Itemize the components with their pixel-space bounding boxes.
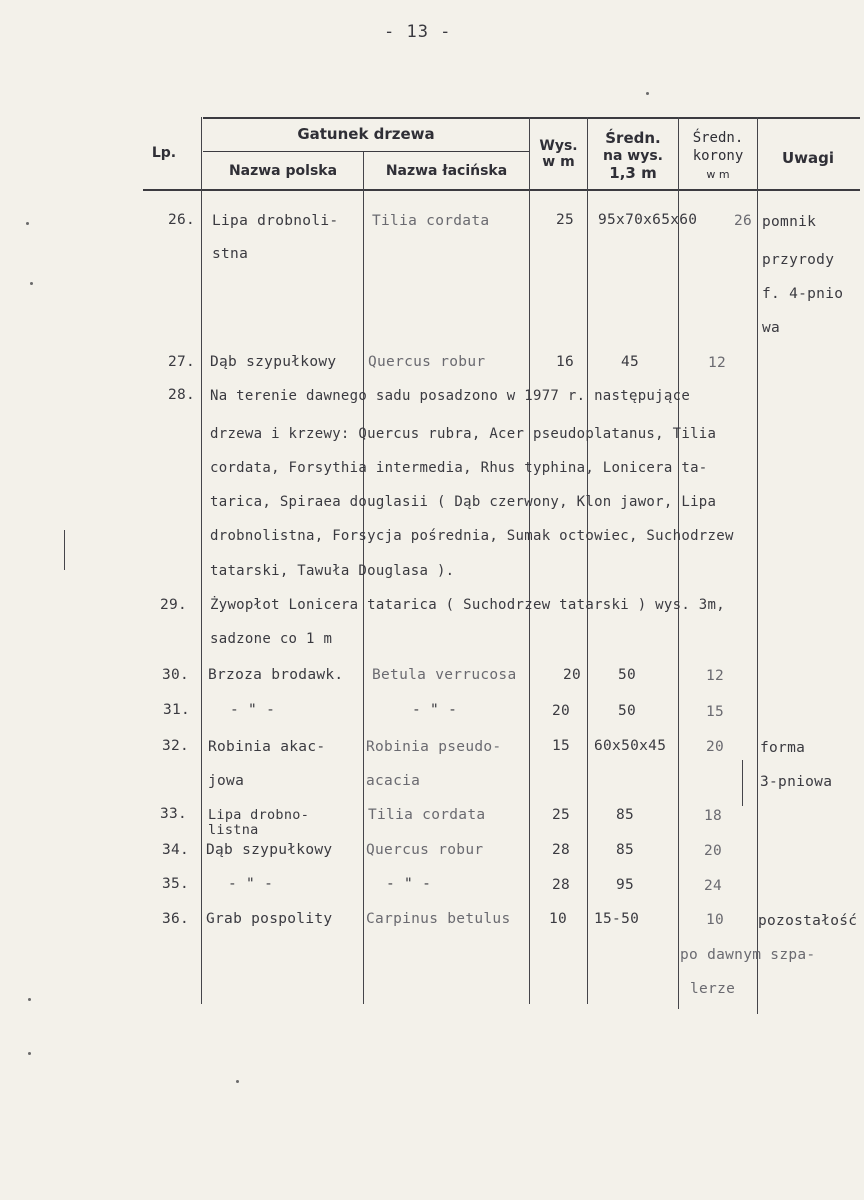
row-36-crown: 10: [706, 912, 725, 928]
scan-speck: [30, 282, 33, 285]
scan-speck: [646, 92, 649, 95]
header-species: Gatunek drzewa: [297, 125, 435, 143]
row-31-polish: - " -: [230, 702, 276, 718]
row-33-crown: 18: [704, 808, 723, 824]
row-28-text-5: drobnolistna, Forsycja pośrednia, Sumak octowiec, Suchodrzew: [210, 528, 734, 544]
row-34-height: 28: [552, 842, 571, 858]
row-32-polish-2: jowa: [208, 773, 245, 789]
row-31-lp: 31.: [163, 702, 191, 718]
row-34-polish: Dąb szypułkowy: [206, 842, 333, 858]
table-top-rule: [203, 117, 860, 119]
row-27-latin: Quercus robur: [368, 354, 486, 370]
row-30-lp: 30.: [162, 667, 190, 683]
row-26-latin: Tilia cordata: [372, 213, 490, 229]
row-33-lp: 33.: [160, 806, 188, 822]
row-34-latin: Quercus robur: [366, 842, 484, 858]
page-number: - 13 -: [384, 22, 452, 42]
row-32-note-1: forma: [760, 740, 806, 756]
col-divider-lp: [201, 117, 202, 1004]
scan-speck: [28, 1052, 31, 1055]
row-28-text-1: Na terenie dawnego sadu posadzono w 1977 r. następujące: [210, 388, 691, 404]
row-32-height: 15: [552, 738, 571, 754]
row-32-latin-2: acacia: [366, 773, 421, 789]
row-27-crown: 12: [708, 355, 727, 371]
header-bottom-rule: [143, 189, 860, 191]
row-35-latin: - " -: [386, 876, 432, 892]
header-polish-name: Nazwa polska: [228, 163, 338, 179]
col-divider-diameter: [678, 117, 679, 1009]
col-divider-crown: [757, 117, 758, 1014]
header-height-1: Wys.: [539, 138, 578, 154]
row-28-text-4: tarica, Spiraea douglasii ( Dąb czerwony, Klon jawor, Lipa: [210, 494, 717, 510]
row-28-text-3: cordata, Forsythia intermedia, Rhus typhina, Lonicera ta-: [210, 460, 708, 476]
row-32-lp: 32.: [162, 738, 190, 754]
row-30-latin: Betula verrucosa: [372, 667, 517, 683]
row-28-lp: 28.: [168, 387, 196, 403]
row-36-polish: Grab pospolity: [206, 911, 333, 927]
row-35-lp: 35.: [162, 876, 190, 892]
row-32-diameter: 60x50x45: [594, 738, 667, 754]
row-28-text-2: drzewa i krzewy: Quercus rubra, Acer pseudoplatanus, Tilia: [210, 426, 717, 442]
row-31-latin: - " -: [412, 702, 458, 718]
row-36-lp: 36.: [162, 911, 190, 927]
row-32-polish: Robinia akac-: [208, 739, 326, 755]
header-lp: Lp.: [151, 145, 177, 161]
row-33-height: 25: [552, 807, 571, 823]
row-30-polish: Brzoza brodawk.: [208, 667, 344, 683]
row-32-crown: 20: [706, 739, 725, 755]
row-33-latin: Tilia cordata: [368, 807, 486, 823]
row-33-polish-2: listna: [208, 822, 259, 838]
header-diameter-2: na wys.: [603, 148, 663, 164]
row-26-polish: Lipa drobnoli-: [212, 213, 339, 229]
row-35-height: 28: [552, 877, 571, 893]
row-33-polish: Lipa drobno-: [208, 807, 310, 823]
header-mid-rule: [203, 151, 529, 152]
header-diameter-1: Średn.: [605, 129, 661, 147]
header-height-2: w m: [542, 154, 575, 170]
row-26-note-4: wa: [762, 320, 781, 336]
scan-mark: [64, 530, 65, 570]
header-crown-2: korony: [692, 148, 744, 164]
header-notes: Uwagi: [781, 149, 835, 167]
row-35-polish: - " -: [228, 876, 274, 892]
row-26-height: 25: [556, 212, 575, 228]
row-27-polish: Dąb szypułkowy: [210, 354, 337, 370]
row-34-lp: 34.: [162, 842, 190, 858]
row-31-height: 20: [552, 703, 571, 719]
col-divider-height: [587, 117, 588, 1004]
scan-speck: [28, 998, 31, 1001]
header-latin-name: Nazwa łacińska: [385, 163, 508, 179]
row-26-note-1: pomnik: [762, 214, 817, 230]
header-crown-1: Średn.: [692, 130, 744, 146]
row-26-polish-2: stna: [212, 246, 249, 262]
row-36-latin: Carpinus betulus: [366, 911, 511, 927]
row-27-height: 16: [556, 354, 575, 370]
row-34-diameter: 85: [616, 842, 635, 858]
row-36-note-3: lerze: [690, 981, 736, 997]
row-26-lp: 26.: [168, 212, 196, 228]
scan-speck: [26, 222, 29, 225]
row-30-diameter: 50: [618, 667, 637, 683]
row-26-diameter: 95x70x65x60: [598, 212, 698, 228]
col-divider-latin: [529, 117, 530, 1004]
row-30-height: 20: [563, 667, 582, 683]
row-36-note-2: po dawnym szpa-: [680, 947, 816, 963]
row-36-diameter: 15-50: [594, 911, 640, 927]
row-31-diameter: 50: [618, 703, 637, 719]
row-26-note-3: f. 4-pnio: [762, 286, 844, 302]
row-26-crown: 26: [734, 213, 753, 229]
row-28-text-6: tatarski, Tawuła Douglasa ).: [210, 563, 455, 579]
row-29-text-1: Żywopłot Lonicera tatarica ( Suchodrzew tatarski ) wys. 3m,: [210, 597, 725, 613]
row-32-latin: Robinia pseudo-: [366, 739, 502, 755]
row-29-lp: 29.: [160, 597, 188, 613]
row-35-diameter: 95: [616, 877, 635, 893]
scan-speck: [236, 1080, 239, 1083]
row-27-lp: 27.: [168, 354, 196, 370]
row-36-note-1: pozostałość: [758, 913, 858, 929]
row-27-diameter: 45: [621, 354, 640, 370]
row-26-note-2: przyrody: [762, 252, 835, 268]
header-crown-3: w m: [706, 168, 730, 181]
row-33-diameter: 85: [616, 807, 635, 823]
row-35-crown: 24: [704, 878, 723, 894]
header-diameter-3: 1,3 m: [609, 164, 657, 182]
row-30-crown: 12: [706, 668, 725, 684]
row-34-crown: 20: [704, 843, 723, 859]
row-36-height: 10: [549, 911, 568, 927]
scan-mark: [742, 760, 743, 806]
row-32-note-2: 3-pniowa: [760, 774, 833, 790]
row-31-crown: 15: [706, 704, 725, 720]
row-29-text-2: sadzone co 1 m: [210, 631, 333, 647]
